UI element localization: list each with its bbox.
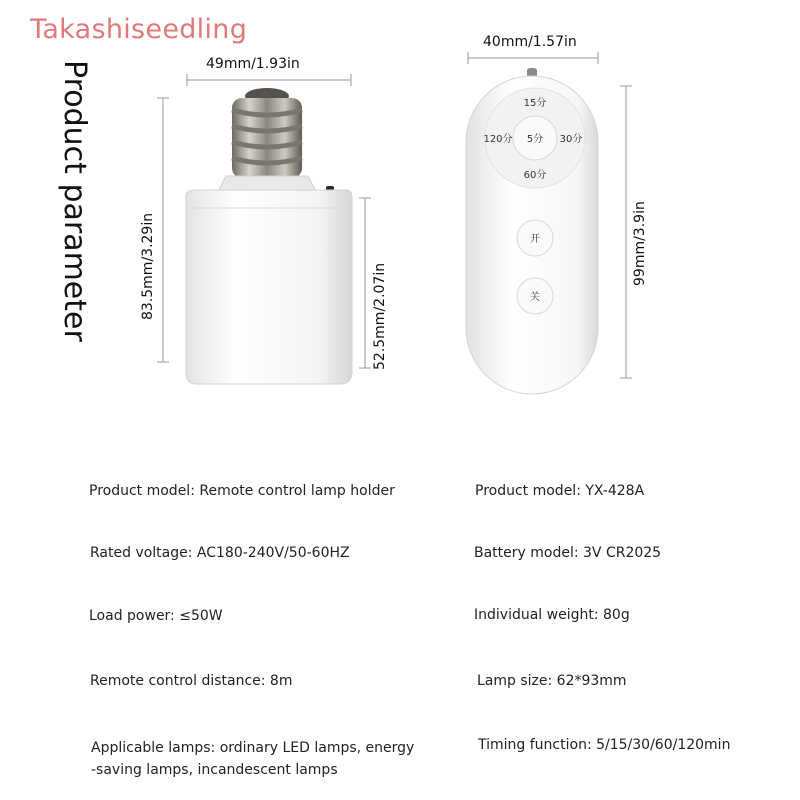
- spec-applicable-lamps: [91, 737, 414, 781]
- lamp-holder-image: [186, 88, 352, 384]
- spec-weight: Individual weight: 80g: [474, 607, 630, 623]
- remote-control-image: [466, 68, 598, 394]
- spec-rated-voltage: Rated voltage: AC180-240V/50-60HZ: [90, 545, 350, 561]
- spec-remote-model: Product model: YX-428A: [475, 483, 645, 499]
- spec-remote-distance: Remote control distance: 8m: [90, 673, 293, 689]
- spec-lamp-size: Lamp size: 62*93mm: [477, 673, 627, 689]
- holder-height-label: 83.5mm/3.29in: [140, 212, 156, 320]
- remote-60min-label: 60分: [523, 170, 547, 181]
- remote-30min-label: 30分: [559, 134, 583, 145]
- remote-120min-label: 120分: [483, 134, 513, 145]
- holder-body-height-label: 52.5mm/2.07in: [372, 262, 388, 370]
- remote-15min-label: 15分: [523, 98, 547, 109]
- holder-width-label: 49mm/1.93in: [206, 56, 300, 72]
- remote-on-label: 开: [530, 234, 540, 245]
- remote-off-label: 关: [530, 292, 540, 303]
- page-title: Product parameter: [57, 60, 92, 342]
- spec-product-model: Product model: Remote control lamp holder: [89, 483, 395, 499]
- spec-battery-model: Battery model: 3V CR2025: [474, 545, 662, 561]
- spec-applicable-lamps-line1: Applicable lamps: ordinary LED lamps, energy: [91, 740, 415, 756]
- spec-applicable-lamps-line2: -saving lamps, incandescent lamps: [91, 762, 338, 778]
- spec-load-power: Load power: ≤50W: [89, 608, 223, 624]
- remote-width-label: 40mm/1.57in: [483, 34, 577, 50]
- spec-timing-function: Timing function: 5/15/30/60/120min: [478, 737, 731, 753]
- remote-5min-label: 5分: [526, 134, 544, 145]
- remote-height-label: 99mm/3.9in: [632, 201, 648, 286]
- watermark-text: Takashiseedling: [30, 14, 248, 45]
